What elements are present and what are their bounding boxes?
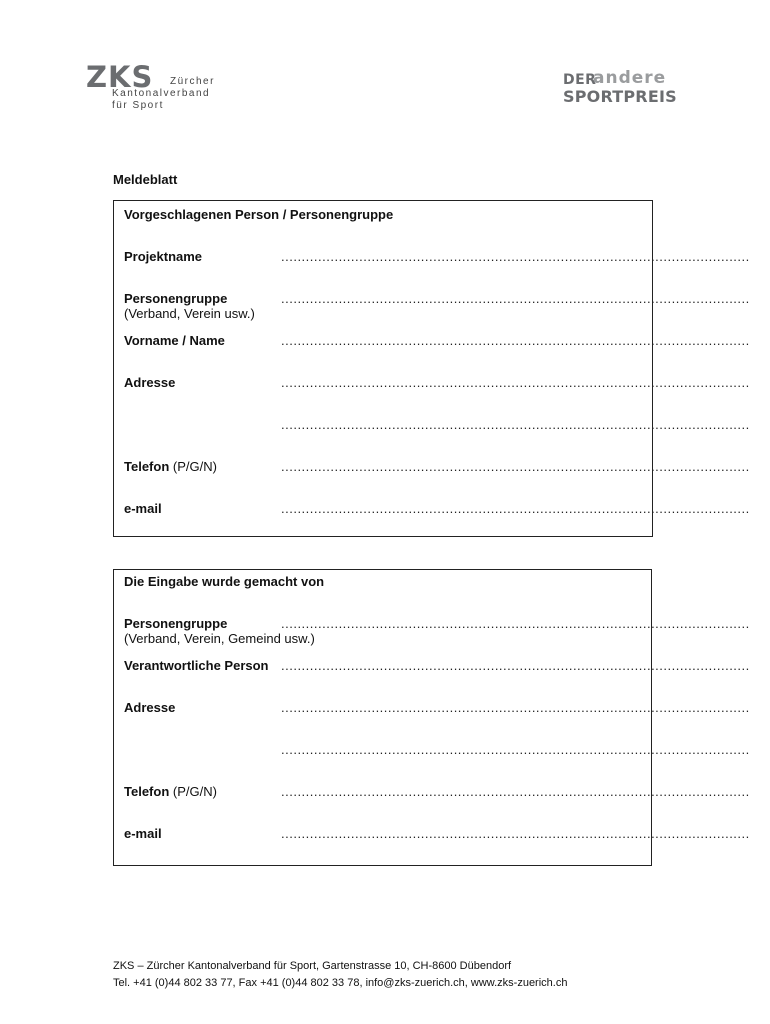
nominee-fill-in-line[interactable]: .................................................................................................................. xyxy=(281,333,750,348)
sportpreis-logo xyxy=(563,68,677,108)
nominee-field-row xyxy=(114,375,750,409)
nominee-field-label-text: Projektname xyxy=(124,249,203,264)
nominee-field-label xyxy=(124,249,202,264)
nominee-field-label-text: Vorname / Name xyxy=(124,333,225,348)
submitter-fill-in-line[interactable]: .................................................................................................................. xyxy=(281,658,750,673)
submitter-field-label xyxy=(124,700,175,715)
zks-logo-wordmark: ZKS xyxy=(86,60,154,94)
nominee-field-row xyxy=(114,291,750,325)
nominee-fill-in-line[interactable]: .................................................................................................................. xyxy=(281,291,750,306)
submitter-fill-in-line[interactable]: .................................................................................................................. xyxy=(281,826,750,841)
zks-logo-line-1: Zürcher xyxy=(170,76,215,87)
nominee-field-label-text: Adresse xyxy=(124,375,176,390)
nominee-section xyxy=(113,200,750,537)
submitter-field-label-text: Adresse xyxy=(124,700,176,715)
submitter-fill-in-line[interactable]: .................................................................................................................. xyxy=(281,700,750,715)
sportpreis-logo-sportpreis: SPORTPREIS xyxy=(563,87,677,106)
submitter-field-label-suffix: (P/G/N) xyxy=(169,784,217,799)
sportpreis-logo-andere: andere xyxy=(593,68,667,88)
page-title: Meldeblatt xyxy=(113,172,178,187)
nominee-field-label xyxy=(124,501,162,516)
nominee-field-row xyxy=(114,249,750,283)
nominee-field-label xyxy=(124,291,255,321)
nominee-section-heading: Vorgeschlagenen Person / Personengruppe xyxy=(124,207,394,222)
nominee-fill-in-line[interactable]: .................................................................................................................. xyxy=(281,417,750,432)
nominee-field-label-text: Personengruppe xyxy=(124,291,228,306)
submitter-field-label-text: Verantwortliche Person xyxy=(124,658,269,673)
zks-logo-line-2: Kantonalverband xyxy=(112,88,211,99)
footer xyxy=(113,958,567,992)
submitter-field-row xyxy=(114,616,750,650)
submitter-field-row xyxy=(114,742,750,776)
submitter-field-label xyxy=(124,784,217,799)
nominee-field-label-text: Telefon xyxy=(124,459,170,474)
nominee-field-label-text: e-mail xyxy=(124,501,162,516)
nominee-field-row xyxy=(114,459,750,493)
submitter-field-label xyxy=(124,658,269,673)
sportpreis-logo-der: DER xyxy=(563,72,597,88)
zks-logo xyxy=(86,62,226,112)
nominee-field-label xyxy=(124,375,175,390)
submitter-fill-in-line[interactable]: .................................................................................................................. xyxy=(281,742,750,757)
nominee-field-sublabel: (Verband, Verein usw.) xyxy=(124,306,255,321)
submitter-field-row xyxy=(114,700,750,734)
zks-logo-line-3: für Sport xyxy=(112,100,164,111)
submitter-field-sublabel: (Verband, Verein, Gemeind usw.) xyxy=(124,631,315,646)
nominee-field-row xyxy=(114,501,750,535)
submitter-field-row xyxy=(114,826,750,860)
submitter-field-label xyxy=(124,826,162,841)
nominee-field-row xyxy=(114,333,750,367)
nominee-field-label xyxy=(124,333,225,348)
submitter-field-label-text: Personengruppe xyxy=(124,616,228,631)
submitter-section-heading: Die Eingabe wurde gemacht von xyxy=(124,574,325,589)
nominee-field-label-suffix: (P/G/N) xyxy=(169,459,217,474)
nominee-fill-in-line[interactable]: .................................................................................................................. xyxy=(281,501,750,516)
submitter-section xyxy=(113,569,750,866)
nominee-fill-in-line[interactable]: .................................................................................................................. xyxy=(281,459,750,474)
submitter-field-row xyxy=(114,784,750,818)
nominee-fill-in-line[interactable]: .................................................................................................................. xyxy=(281,249,750,264)
nominee-fill-in-line[interactable]: .................................................................................................................. xyxy=(281,375,750,390)
footer-address: ZKS – Zürcher Kantonalverband für Sport, Gartenstrasse 10, CH-8600 Dübendorf xyxy=(113,960,512,972)
nominee-field-label xyxy=(124,459,217,474)
submitter-field-label-text: e-mail xyxy=(124,826,162,841)
footer-contact: Tel. +41 (0)44 802 33 77, Fax +41 (0)44 802 33 78, info@zks-zuerich.ch, www.zks-zuerich.ch xyxy=(113,977,568,989)
submitter-field-row xyxy=(114,658,750,692)
nominee-field-row xyxy=(114,417,750,451)
submitter-fill-in-line[interactable]: .................................................................................................................. xyxy=(281,784,750,799)
submitter-fill-in-line[interactable]: .................................................................................................................. xyxy=(281,616,750,631)
submitter-field-label-text: Telefon xyxy=(124,784,170,799)
